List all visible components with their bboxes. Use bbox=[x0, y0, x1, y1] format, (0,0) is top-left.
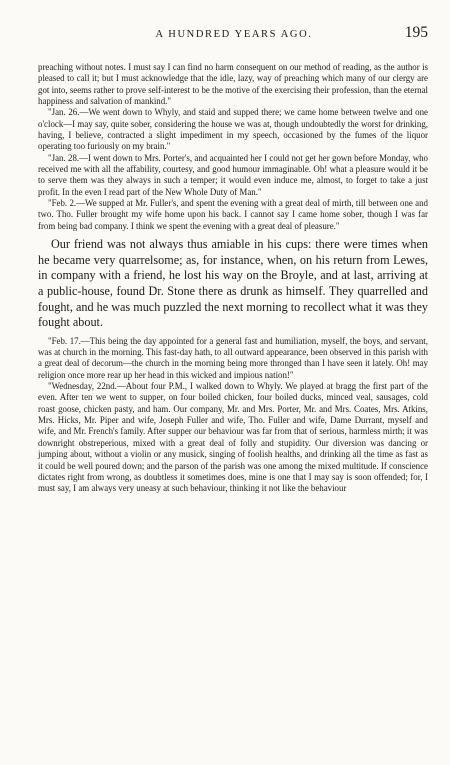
narrative-paragraph: Our friend was not always thus amiable in his cups: there were times when he became very quarrelsome; as, for instance, when, on his return from Lewes, in company with a friend, he lost his way on the Broyle, and at last, arriving at a public-house, found Dr. Stone there as drunk as himself. They quarrelled and fought, and he was much puzzled the next morning to recollect what it was they fought about. bbox=[38, 237, 428, 330]
diary-entry-jan-26: "Jan. 26.—We went down to Whyly, and staid and supped there; we came home between twelve and one o'clock—I may say, quite sober, considering the house we was at, though undoubtedly the worst for drinking, having, I believe, contracted a slight impediment in my speech, occasioned by the fumes of the liquor operating too furiously on my brain." bbox=[38, 107, 428, 152]
diary-entry-feb-17: "Feb. 17.—This being the day appointed for a general fast and humiliation, myself, the boys, and servant, was at church in the morning. This fast-day hath, to all outward appearance, been observed in this parish with a great deal of decorum—the church in the morning being more thronged than I have seen it lately. Oh! may religion once more rear up her head in this wicked and impious nation!" bbox=[38, 335, 428, 380]
diary-entry-feb-2: "Feb. 2.—We supped at Mr. Fuller's, and spent the evening with a great deal of mirth, till between one and two. Tho. Fuller brought my wife home upon his back. I cannot say I came home sober, though I was far from being bad company. I think we spent the evening with a great deal of pleasure." bbox=[38, 198, 428, 231]
paragraph-sermon-reading: preaching without notes. I must say I can find no harm consequent on our method of reading, as the author is pleased to call it; but I must acknowledge that the idle, lazy, way of preaching which many of our clergy are got into, seems rather to prove self-interest to be the motive of the exercising their profession, than the eternal happiness and salvation of mankind." bbox=[38, 62, 428, 107]
page-header bbox=[40, 26, 428, 44]
running-title: A HUNDRED YEARS AGO. bbox=[155, 29, 313, 40]
page-body bbox=[38, 62, 428, 495]
diary-entry-jan-28: "Jan. 28.—I went down to Mrs. Porter's, and acquainted her I could not get her gown before Monday, who received me with all the affability, courtesy, and good humour immaginable. Oh! what a pleasure would it be to serve them was they always in such a temper; it would even induce me, almost, to forget to take a just profit. In the even I read part of the New Whole Duty of Man." bbox=[38, 152, 428, 197]
page-number: 195 bbox=[404, 24, 428, 41]
diary-entry-wednesday-22nd: "Wednesday, 22nd.—About four P.M., I walked down to Whyly. We played at bragg the first part of the even. After ten we went to supper, on four boiled chicken, four boiled ducks, minced veal, sausages, cold roast goose, chicken pasty, and ham. Our company, Mr. and Mrs. Porter, Mr. and Mrs. Coates, Mrs. Atkins, Mrs. Hicks, Mr. Piper and wife, Joseph Fuller and wife, Tho. Fuller and wife, Dame Durrant, myself and wife, and Mr. French's family. After supper our behaviour was far from that of serious, harmless mirth; it was downright obstreperious, mixed with a great deal of folly and stupidity. Our diversion was dancing or jumping about, without a violin or any musick, singing of foolish healths, and drinking all the time as fast as it could be well poured down; and the parson of the parish was one among the mixed multitude. If conscience dictates right from wrong, as doubtless it sometimes does, mine is one that I may say is soon offended; for, I must say, I am always very uneasy at such behaviour, thinking it not like the behaviour bbox=[38, 381, 428, 494]
